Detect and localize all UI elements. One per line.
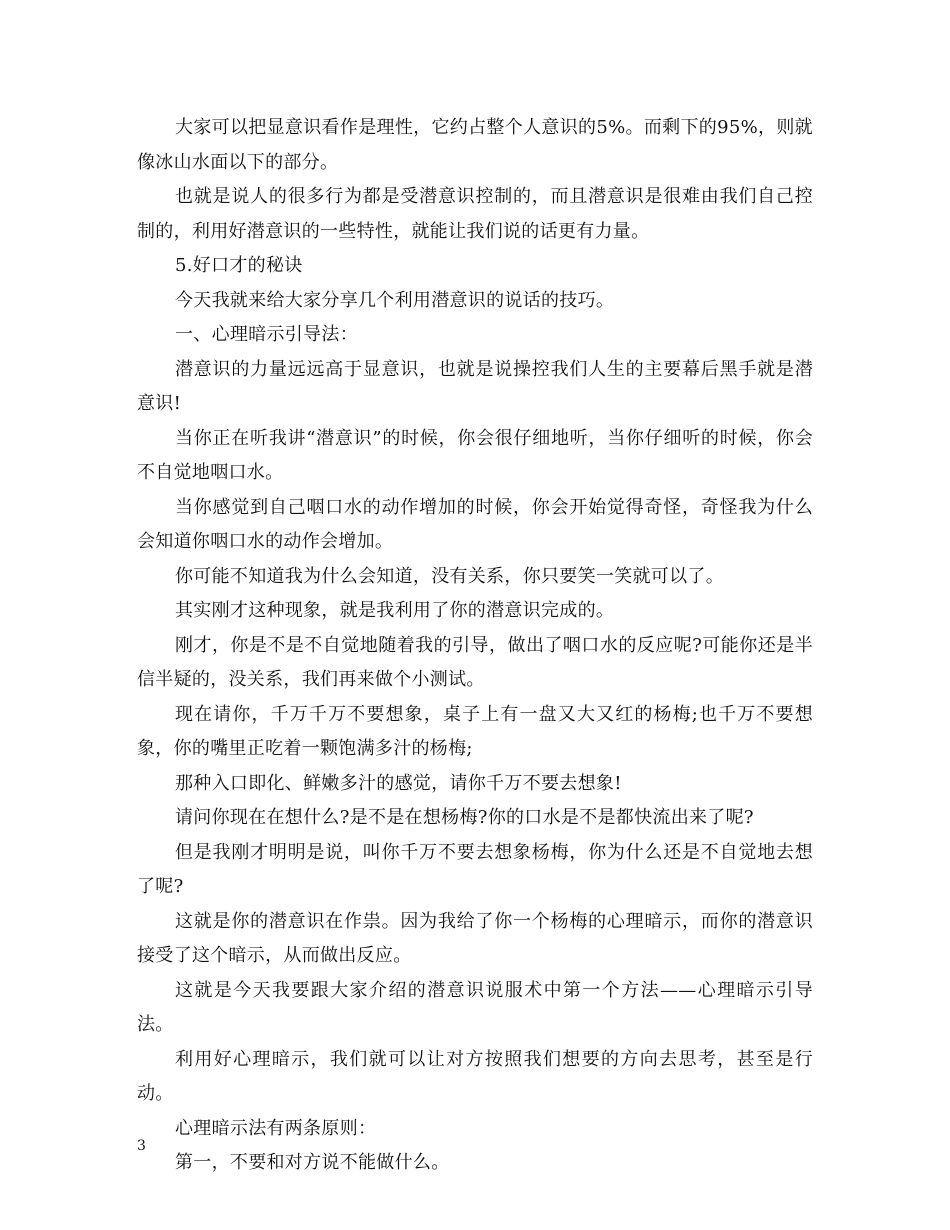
- paragraph: 当你感觉到自己咽口水的动作增加的时候，你会开始觉得奇怪，奇怪我为什么会知道你咽口水的动作会增加。: [137, 496, 813, 552]
- section-heading: 5.好口才的秘诀: [175, 255, 303, 276]
- paragraph: 其实刚才这种现象，就是我利用了你的潜意识完成的。: [175, 600, 615, 621]
- paragraph: 潜意识的力量远远高于显意识，也就是说操控我们人生的主要幕后黑手就是潜意识!: [137, 358, 813, 414]
- paragraph: 这就是今天我要跟大家介绍的潜意识说服术中第一个方法——心理暗示引导法。: [137, 979, 813, 1035]
- paragraph: 利用好心理暗示，我们就可以让对方按照我们想要的方向去思考，甚至是行动。: [137, 1048, 813, 1104]
- page-number: 3: [137, 1138, 146, 1154]
- paragraph: 大家可以把显意识看作是理性，它约占整个人意识的5%。而剩下的95%，则就像冰山水面以下的部分。: [137, 117, 813, 173]
- document-body: [137, 111, 813, 1181]
- paragraph: 当你正在听我讲“潜意识”的时候，你会很仔细地听，当你仔细听的时候，你会不自觉地咽口水。: [137, 427, 813, 483]
- paragraph: 也就是说人的很多行为都是受潜意识控制的，而且潜意识是很难由我们自己控制的，利用好潜意识的一些特性，就能让我们说的话更有力量。: [137, 186, 813, 242]
- paragraph: 那种入口即化、鲜嫩多汁的感觉，请你千万不要去想象!: [175, 772, 622, 794]
- paragraph: 刚才，你是不是不自觉地随着我的引导，做出了咽口水的反应呢?可能你还是半信半疑的，没关系，我们再来做个小测试。: [137, 634, 813, 690]
- paragraph: 这就是你的潜意识在作祟。因为我给了你一个杨梅的心理暗示，而你的潜意识接受了这个暗示，从而做出反应。: [137, 910, 813, 966]
- paragraph: 心理暗示法有两条原则：: [175, 1117, 377, 1139]
- subsection-heading: 一、心理暗示引导法：: [175, 324, 358, 345]
- paragraph: 你可能不知道我为什么会知道，没有关系，你只要笑一笑就可以了。: [175, 565, 724, 587]
- paragraph: 现在请你，千万千万不要想象，桌子上有一盘又大又红的杨梅;也千万不要想象，你的嘴里正吃着一颗饱满多汁的杨梅;: [137, 703, 813, 759]
- paragraph: 第一，不要和对方说不能做什么。: [175, 1152, 450, 1173]
- paragraph: 但是我刚才明明是说，叫你千万不要去想象杨梅，你为什么还是不自觉地去想了呢?: [137, 841, 813, 897]
- paragraph: 请问你现在在想什么?是不是在想杨梅?你的口水是不是都快流出来了呢?: [175, 807, 754, 828]
- paragraph: 今天我就来给大家分享几个利用潜意识的说话的技巧。: [175, 289, 615, 311]
